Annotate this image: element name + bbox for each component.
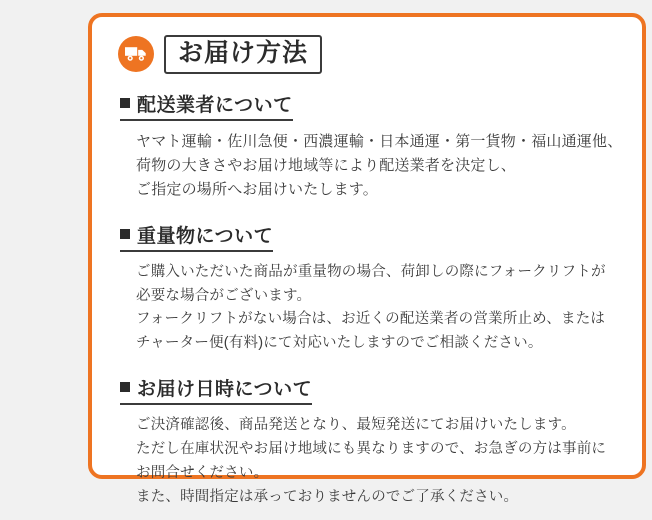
delivery-info-card xyxy=(88,13,646,506)
square-bullet-icon xyxy=(120,98,130,108)
body-line: ご指定の場所へお届けいたします。 xyxy=(136,181,379,199)
body-line: チャーター便(有料)にて対応いたしますのでご相談ください。 xyxy=(136,335,543,352)
card-title-row xyxy=(118,35,620,74)
section-title: お届け日時について xyxy=(137,379,313,401)
section-heavy-goods xyxy=(120,221,620,357)
body-line: ご購入いただいた商品が重量物の場合、荷卸しの際にフォークリフトが xyxy=(136,263,606,280)
section-heading xyxy=(120,374,312,405)
square-bullet-icon xyxy=(120,229,130,239)
body-line: お問合せください。 xyxy=(136,465,269,482)
delivery-truck-icon xyxy=(118,36,154,72)
section-title: 配送業者について xyxy=(137,94,293,116)
body-line: ただし在庫状況やお届け地域にも異なりますので、お急ぎの方は事前に xyxy=(136,441,607,458)
body-line: ヤマト運輸・佐川急便・西濃運輸・日本通運・第一貨物・福山通運他、 xyxy=(136,132,623,150)
section-delivery-datetime xyxy=(120,374,620,510)
square-bullet-icon xyxy=(120,382,130,392)
section-title: 重量物について xyxy=(137,225,274,247)
section-body xyxy=(136,414,620,510)
section-shipping-carrier xyxy=(120,90,623,203)
body-line: 荷物の大きさやお届け地域等により配送業者を決定し、 xyxy=(136,157,517,175)
section-heading xyxy=(120,90,293,121)
body-line: 必要な場合がございます。 xyxy=(136,287,312,304)
page-title: お届け方法 xyxy=(178,39,309,67)
section-body xyxy=(136,130,623,203)
card-content xyxy=(92,17,642,520)
section-heading xyxy=(120,221,273,252)
card-title-box xyxy=(164,35,322,74)
body-line: ご決済確認後、商品発送となり、最短発送にてお届けいたします。 xyxy=(136,417,576,434)
body-line: フォークリフトがない場合は、お近くの配送業者の営業所止め、または xyxy=(136,311,606,328)
section-body xyxy=(136,261,620,357)
body-line: また、時間指定は承っておりませんのでご了承ください。 xyxy=(136,489,519,506)
